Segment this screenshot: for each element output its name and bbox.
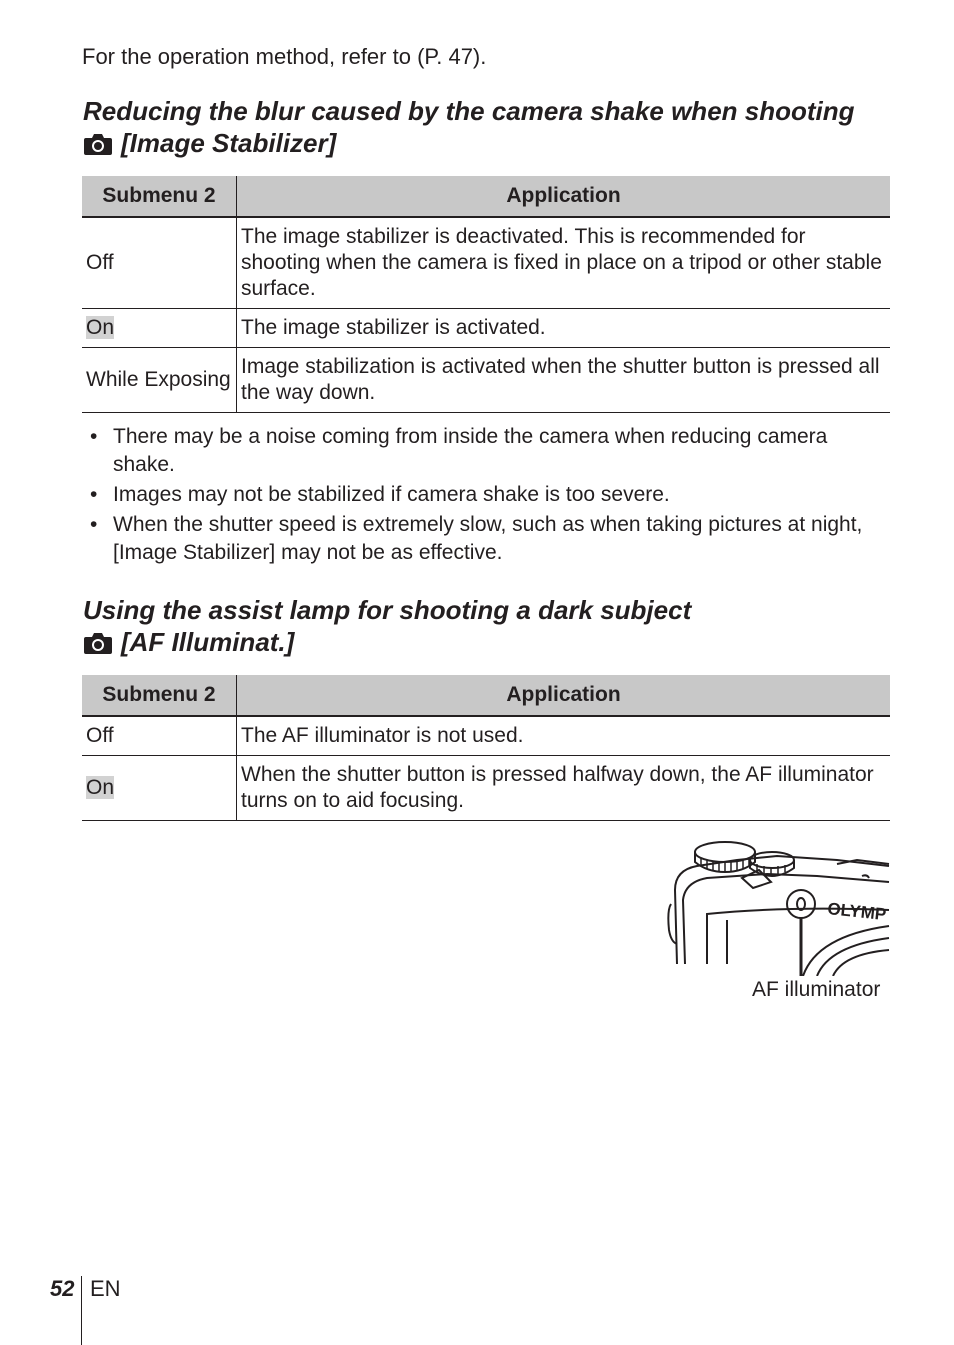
af-illuminator-caption: AF illuminator (752, 978, 881, 1001)
column-header-application: Application (237, 176, 891, 217)
table-row (82, 716, 890, 756)
heading-line-1: Using the assist lamp for shooting a dark subject (83, 595, 692, 625)
table-row (82, 756, 890, 821)
column-header-application: Application (237, 675, 891, 716)
table-row (82, 309, 890, 348)
camera-icon (83, 631, 113, 655)
footer-divider (81, 1276, 82, 1345)
column-header-submenu: Submenu 2 (82, 176, 237, 217)
application-cell: When the shutter button is pressed halfway down, the AF illuminator turns on to aid focusing. (237, 756, 891, 821)
bullet: • (90, 483, 98, 506)
default-setting-highlight: On (86, 776, 115, 799)
list-item (90, 423, 890, 479)
application-cell: The image stabilizer is deactivated. This is recommended for shooting when the camera is fixed in place on a tripod or other stable surface. (237, 217, 891, 309)
submenu-cell: Off (82, 716, 237, 756)
table-row (82, 348, 890, 413)
image-stabilizer-table (82, 176, 890, 413)
camera-illustration (667, 830, 891, 976)
heading-line-1: Reducing the blur caused by the camera shake when shooting (83, 96, 855, 126)
camera-icon (83, 132, 113, 156)
heading-line-2 (83, 626, 913, 658)
submenu-cell (82, 756, 237, 821)
table-row (82, 217, 890, 309)
application-cell: Image stabilization is activated when the shutter button is pressed all the way down. (237, 348, 891, 413)
list-item (90, 511, 890, 567)
notes-list (90, 423, 890, 569)
application-cell: The image stabilizer is activated. (237, 309, 891, 348)
intro-text: For the operation method, refer to (P. 47). (82, 44, 487, 69)
bullet: • (90, 425, 98, 448)
application-cell: The AF illuminator is not used. (237, 716, 891, 756)
submenu-cell: Off (82, 217, 237, 309)
note-text: When the shutter speed is extremely slow, such as when taking pictures at night, [Image Stabilizer] may not be as effective. (113, 513, 863, 564)
section-heading-af-illuminator (83, 594, 913, 658)
bullet: • (90, 513, 98, 536)
section-heading-image-stabilizer (83, 95, 913, 159)
language-label: EN (90, 1276, 121, 1301)
heading-menu-name: [AF Illuminat.] (121, 627, 295, 657)
heading-line-2 (83, 127, 913, 159)
table-header-row (82, 675, 890, 716)
column-header-submenu: Submenu 2 (82, 675, 237, 716)
submenu-cell: While Exposing (82, 348, 237, 413)
note-text: There may be a noise coming from inside the camera when reducing camera shake. (113, 425, 828, 476)
af-illuminator-table (82, 675, 890, 821)
submenu-cell (82, 309, 237, 348)
note-text: Images may not be stabilized if camera shake is too severe. (113, 483, 670, 506)
list-item (90, 481, 890, 509)
default-setting-highlight: On (86, 316, 115, 339)
table-header-row (82, 176, 890, 217)
heading-menu-name: [Image Stabilizer] (121, 128, 337, 158)
brand-logo-text: OLYMP (826, 899, 888, 925)
page-number: 52 (50, 1276, 75, 1301)
